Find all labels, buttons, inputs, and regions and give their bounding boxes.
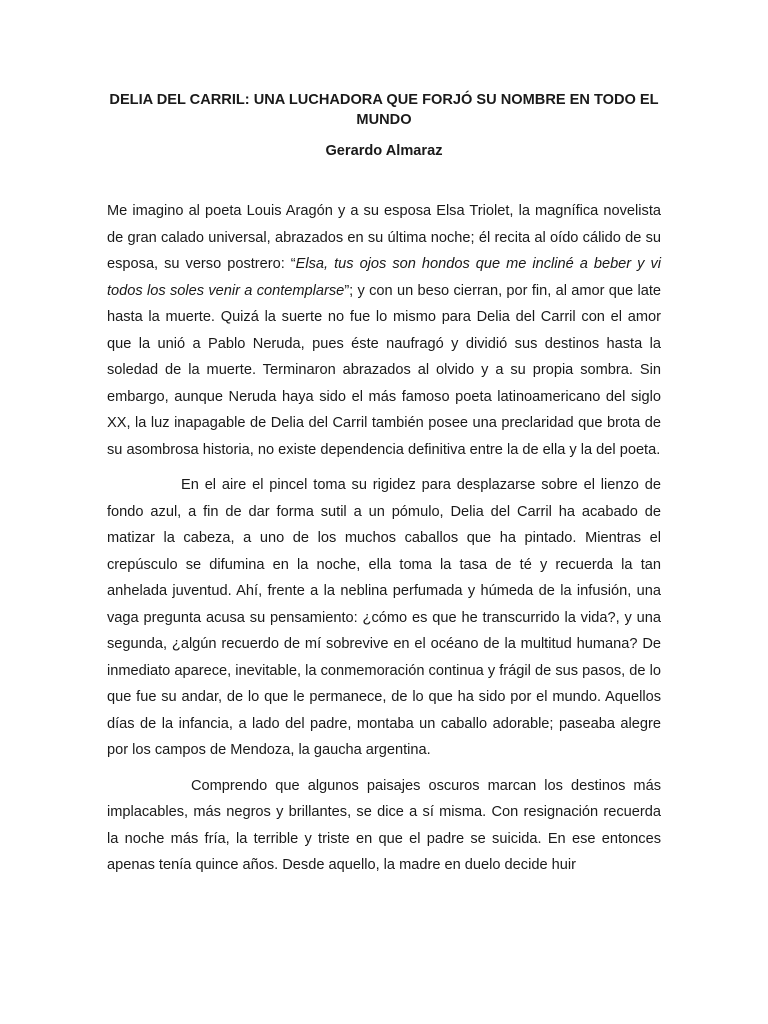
paragraph-1 [107,198,661,463]
document-title: DELIA DEL CARRIL: UNA LUCHADORA QUE FORJÓ SU NOMBRE EN TODO EL MUNDO [109,92,659,128]
document-page [107,90,661,879]
aragon-verse-quote: Elsa, tus ojos son hondos que me incliné a beber y vi todos los soles venir a contemplarse [107,256,661,299]
paragraph-1-text-before-quote: Me imagino al poeta Louis Aragón y a su esposa Elsa Triolet, la magnífica novelista de gran calado universal, abrazados en su última noche; él recita al oído cálido de su esposa, su verso postrero: “ [107,203,661,272]
paragraph-1-text-after-quote: ”; y con un beso cierran, por fin, al amor que late hasta la muerte. Quizá la suerte no fue lo mismo para Delia del Carril con el amor que la unió a Pablo Neruda, pues éste naufragó y dividió sus destinos hasta la soledad de la muerte. Terminaron abrazados al olvido y a su propia sombra. Sin embargo, aunque Neruda haya sido el más famoso poeta latinoamericano del siglo XX, la luz inapagable de Delia del Carril también posee una preclaridad que brota de su asombrosa historia, no existe dependencia definitiva entre la de ella y la del poeta. [107,282,661,458]
author-name: Gerardo Almaraz [325,143,443,159]
paragraph-2: En el aire el pincel toma su rigidez para desplazarse sobre el lienzo de fondo azul, a fin de dar forma sutil a un pómulo, Delia del Carril ha acabado de matizar la cabeza, a uno de los muchos caballos que ha pintado. Mientras el crepúsculo se difumina en la noche, ella toma la tasa de té y recuerda la tan anhelada juventud. Ahí, frente a la neblina perfumada y húmeda de la infusión, una vaga pregunta acusa su pensamiento: ¿cómo es que he transcurrido la vida?, y una segunda, ¿algún recuerdo de mí sobrevive en el océano de la multitud humana? De inmediato aparece, inevitable, la conmemoración continua y frágil de sus pasos, de lo que fue su andar, de lo que le permanece, de lo que ha sido por el mundo. Aquellos días de la infancia, a lado del padre, montaba un caballo adorable; paseaba alegre por los campos de Mendoza, la gaucha argentina. [107,477,661,758]
paragraph-3: Comprendo que algunos paisajes oscuros marcan los destinos más implacables, más negros y brillantes, se dice a sí misma. Con resignación recuerda la noche más fría, la terrible y triste en que el padre se suicida. En ese entonces apenas tenía quince años. Desde aquello, la madre en duelo decide huir [107,777,661,873]
